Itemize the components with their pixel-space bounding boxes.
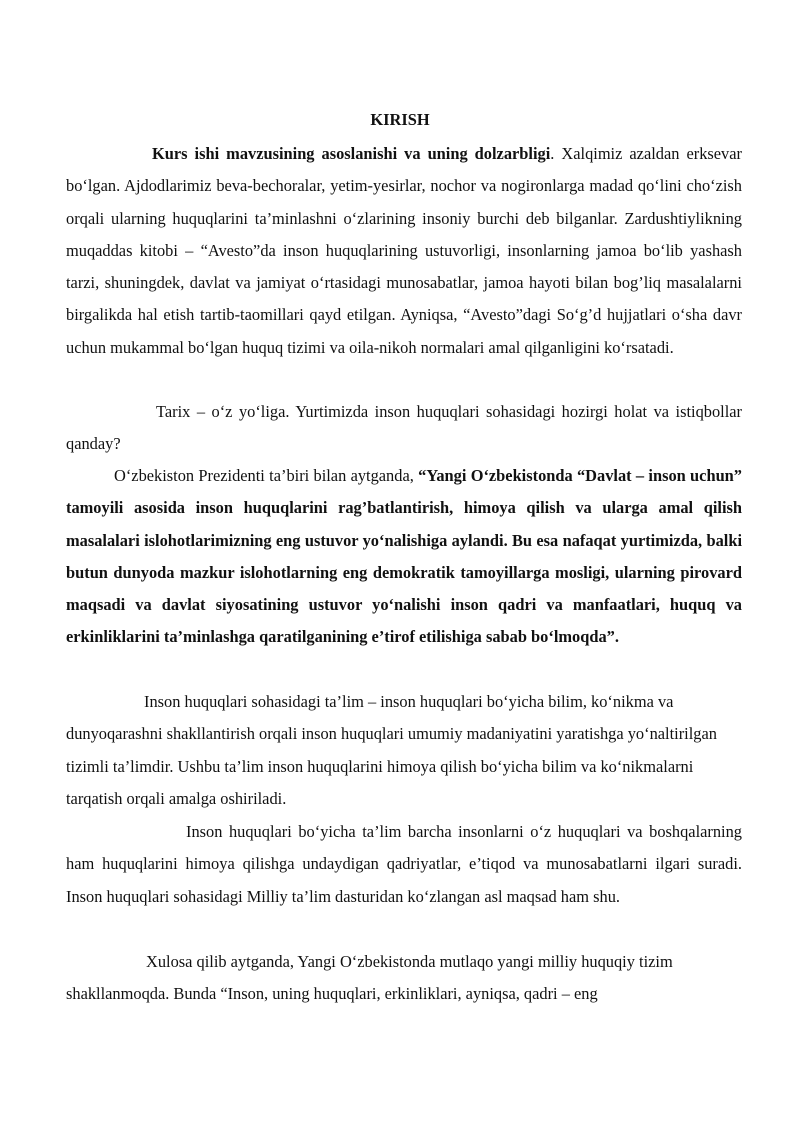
quote-bold: “Yangi O‘zbekistonda “Davlat – inson uchun” tamoyili asosida inson huquqlarini rag’batlantirish, himoya qilish va ularga amal qilish masalalari islohotlarimizning eng ustuvor yo‘nalishiga aylandi. Bu esa nafaqat yurtimizda, balki butun dunyoda mazkur islohotlarning eng demokratik tamoyillarga mosligi, ularning pirovard maqsadi va davlat siyosatining ustuvor yo‘nalishi inson qadri va manfaatlari, huquq va erkinliklarini ta’minlashga qaratilganining e’tirof etilishiga sabab bo‘lmoqda”.: [66, 466, 742, 647]
paragraph-president-quote: [66, 460, 742, 654]
paragraph-intro: [66, 138, 742, 364]
paragraph-education: Inson huquqlari sohasidagi ta’lim – inson huquqlari bo‘yicha bilim, ko‘nikma va dunyoqarashni shakllantirish orqali inson huquqlari umumiy madaniyatini yaratishga yo‘naltirilgan tizimli ta’limdir. Ushbu ta’lim inson huquqlarini himoya qilish bo‘yicha bilim va ko‘nikmalarni tarqatish orqali amalga oshiriladi.: [66, 692, 717, 808]
paragraph-values: Inson huquqlari bo‘yicha ta’lim barcha insonlarni o‘z huquqlari va boshqalarning ham huquqlarini himoya qilishga undaydigan qadriyatlar, e’tiqod va munosabatlarni ilgari suradi. Inson huquqlari sohasidagi Milliy ta’lim dasturidan ko‘zlangan asl maqsad ham shu.: [66, 822, 742, 906]
paragraph-lead: Kurs ishi mavzusining asoslanishi va uning dolzarbligi: [152, 144, 551, 163]
paragraph-history: Tarix – o‘z yo‘liga. Yurtimizda inson huquqlari sohasidagi hozirgi holat va istiqbollar qanday?: [66, 402, 742, 454]
quote-intro: O‘zbekiston Prezidenti ta’biri bilan aytganda,: [114, 466, 419, 485]
paragraph-intro-text: . Xalqimiz azaldan erksevar bo‘lgan. Ajdodlarimiz beva-bechoralar, yetim-yesirlar, nochor va nogironlarga madad qo‘lini cho‘zish orqali ularning huquqlarini ta’minlashni o‘zlarining insoniy burchi deb bilganlar. Zardushtiylikning muqaddas kitobi – “Avesto”da inson huquqlarining ustuvorligi, insonlarning jamoa bo‘lib yashash tarzi, shuningdek, davlat va jamiyat o‘rtasidagi munosabatlar, jamoa hayoti bilan bog’liq masalalarni birgalikda hal etish tartib-taomillari qayd etilgan. Ayniqsa, “Avesto”dagi So‘g’d hujjatlari o‘sha davr uchun mukammal bo‘lgan huquq tizimi va oila-nikoh normalari amal qilganligini ko‘rsatadi.: [66, 144, 742, 357]
paragraph-conclusion: Xulosa qilib aytganda, Yangi O‘zbekistonda mutlaqo yangi milliy huquqiy tizim shakllanmoqda. Bunda “Inson, uning huquqlari, erkinliklari, ayniqsa, qadri – eng: [66, 952, 673, 1004]
page-title: KIRISH: [370, 110, 430, 129]
